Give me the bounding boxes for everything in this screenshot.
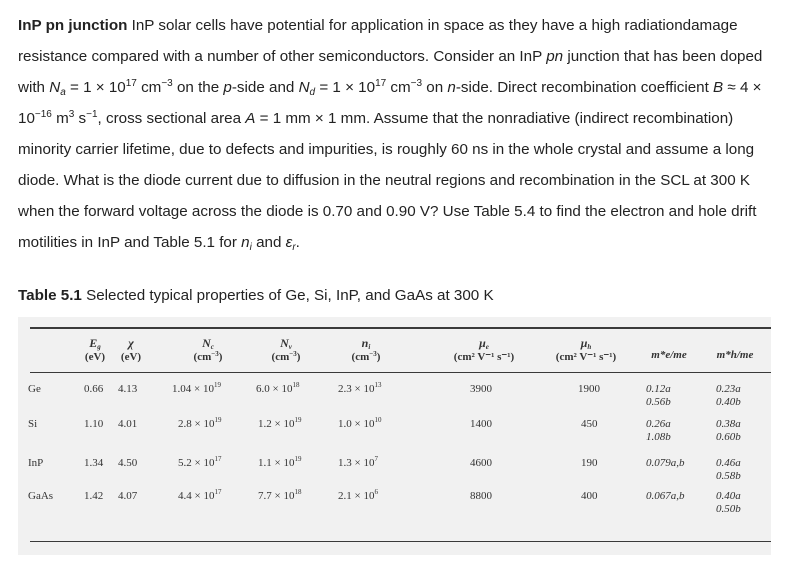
cell-nc: $2.8 \times 10^{19}$ bbox=[178, 416, 222, 430]
symbol-b: B bbox=[713, 79, 724, 96]
problem-text: = 1 × 10 bbox=[315, 79, 376, 96]
cell-eg: 0.66 bbox=[84, 383, 104, 395]
header-mue: $\mu_e$ (cm² V⁻¹ s⁻¹) bbox=[453, 336, 515, 363]
exponent: −3 bbox=[161, 78, 173, 89]
problem-text: junction that has been doped with bbox=[18, 48, 763, 96]
cell-me: 0.079a,b bbox=[646, 457, 685, 469]
cell-nc: $4.4 \times 10^{17}$ bbox=[178, 488, 222, 502]
problem-text: p bbox=[223, 79, 232, 96]
cell-ni: $2.3 \times 10^{13}$ bbox=[338, 381, 382, 395]
cell-muh: 450 bbox=[581, 418, 598, 430]
exponent: −16 bbox=[34, 109, 52, 120]
problem-text: on bbox=[422, 79, 448, 96]
cell-material: GaAs bbox=[28, 490, 54, 502]
symbol-nd: N bbox=[298, 79, 310, 96]
problem-text: . bbox=[295, 234, 300, 251]
cell-me: 0.067a,b bbox=[646, 490, 685, 502]
cell-muh: 1900 bbox=[578, 383, 600, 395]
cell-mue: 8800 bbox=[470, 490, 492, 502]
cell-nv: $1.2 \times 10^{19}$ bbox=[258, 416, 302, 430]
cell-ni: $2.1 \times 10^6$ bbox=[338, 488, 378, 502]
cell-mh: 0.60b bbox=[716, 431, 741, 443]
cell-me: 0.26a bbox=[646, 418, 671, 430]
problem-text: cm bbox=[386, 79, 411, 96]
cell-eg: 1.10 bbox=[84, 418, 104, 430]
exponent: 3 bbox=[68, 109, 75, 120]
header-nv: $N_v$ $(cm^{-3})$ bbox=[271, 336, 301, 363]
problem-text: and bbox=[251, 234, 286, 251]
cell-me: 0.12a bbox=[646, 383, 671, 395]
cell-nc: $1.04 \times 10^{19}$ bbox=[172, 381, 221, 395]
header-mh: m*h/me bbox=[716, 349, 754, 361]
cell-mh: 0.58b bbox=[716, 470, 741, 482]
problem-text: cm bbox=[136, 79, 162, 96]
cell-muh: 400 bbox=[581, 490, 598, 502]
cell-chi: 4.07 bbox=[118, 490, 138, 502]
exponent: 17 bbox=[375, 78, 387, 89]
cell-mh: 0.38a bbox=[716, 418, 741, 430]
symbol-nd-sub: d bbox=[309, 87, 316, 98]
cell-ni: $1.0 \times 10^{10}$ bbox=[338, 416, 382, 430]
table-header-rule bbox=[30, 372, 771, 373]
cell-nc: $5.2 \times 10^{17}$ bbox=[178, 455, 222, 469]
header-chi: χ (eV) bbox=[120, 336, 142, 363]
problem-text: n bbox=[447, 79, 456, 96]
problem-text: = 1 × 10 bbox=[65, 79, 126, 96]
cell-nv: $6.0 \times 10^{18}$ bbox=[256, 381, 300, 395]
header-eg: $E_g$ (eV) bbox=[84, 336, 106, 363]
cell-chi: 4.50 bbox=[118, 457, 138, 469]
table-caption-text: Selected typical properties of Ge, Si, InP, and GaAs at 300 K bbox=[81, 287, 494, 304]
header-ni: $n_i$ $(cm^{-3})$ bbox=[351, 336, 381, 363]
cell-chi: 4.01 bbox=[118, 418, 138, 430]
cell-material: Si bbox=[28, 418, 38, 430]
cell-muh: 190 bbox=[581, 457, 598, 469]
symbol-na-sub: a bbox=[60, 87, 66, 98]
cell-mh: 0.50b bbox=[716, 503, 741, 515]
cell-material: Ge bbox=[28, 383, 41, 395]
symbol-er: ε bbox=[285, 234, 293, 251]
table-caption bbox=[18, 287, 494, 304]
exponent: 17 bbox=[125, 78, 137, 89]
table-caption-label: Table 5.1 bbox=[18, 287, 82, 304]
symbol-a: A bbox=[245, 110, 256, 127]
problem-text: pn bbox=[546, 48, 564, 65]
symbol-er-sub: r bbox=[292, 242, 296, 253]
cell-eg: 1.34 bbox=[84, 457, 104, 469]
problem-text: s bbox=[74, 110, 87, 127]
exponent: −1 bbox=[86, 109, 98, 120]
table-top-rule bbox=[30, 327, 771, 329]
problem-text: , cross sectional area bbox=[97, 110, 246, 127]
symbol-na: N bbox=[49, 79, 61, 96]
problem-text: InP solar cells have potential for application in space as they have a high radiationdamage resistance compared with a number of other semiconductors. Consider an InP bbox=[18, 17, 738, 65]
header-muh: $\mu_h$ (cm² V⁻¹ s⁻¹) bbox=[555, 336, 617, 363]
header-nc: $N_c$ $(cm^{-3})$ bbox=[193, 336, 223, 363]
exponent: −3 bbox=[410, 78, 423, 89]
cell-ni: $1.3 \times 10^7$ bbox=[338, 455, 378, 469]
problem-title: InP pn junction bbox=[18, 17, 128, 34]
cell-me: 0.56b bbox=[646, 396, 671, 408]
cell-mue: 3900 bbox=[470, 383, 492, 395]
cell-mue: 4600 bbox=[470, 457, 492, 469]
cell-nv: $1.1 \times 10^{19}$ bbox=[258, 455, 302, 469]
problem-statement bbox=[18, 10, 778, 258]
cell-me: 1.08b bbox=[646, 431, 671, 443]
problem-text: m bbox=[51, 110, 69, 127]
problem-text: on the bbox=[172, 79, 224, 96]
problem-text: = 1 mm × 1 mm. Assume that the nonradiative (indirect recombination) minority carrier lifetime, due to defects and impurities, is roughly 60 ns in the whole crystal and assume a long diode. What is the diode current due to diffusion in the neutral regions and recombination in the SCL at 300 K when the forward voltage across the diode is 0.70 and 0.90 V? Use Table 5.4 to find the electron and hole drift motilities in InP and Table 5.1 for bbox=[18, 110, 757, 251]
problem-text: -side. Direct recombination coefficient bbox=[455, 79, 714, 96]
cell-mh: 0.40b bbox=[716, 396, 741, 408]
properties-table-image bbox=[18, 317, 771, 555]
symbol-ni: n bbox=[241, 234, 250, 251]
cell-mh: 0.23a bbox=[716, 383, 741, 395]
problem-text: ≈ 4 × 10 bbox=[18, 79, 762, 127]
cell-eg: 1.42 bbox=[84, 490, 104, 502]
cell-mue: 1400 bbox=[470, 418, 492, 430]
cell-mh: 0.40a bbox=[716, 490, 741, 502]
header-me: m*e/me bbox=[651, 349, 687, 361]
symbol-ni-sub: i bbox=[249, 242, 252, 253]
table-bottom-rule bbox=[30, 541, 771, 542]
problem-text: -side and bbox=[231, 79, 299, 96]
cell-material: InP bbox=[28, 457, 44, 469]
cell-mh: 0.46a bbox=[716, 457, 741, 469]
cell-chi: 4.13 bbox=[118, 383, 138, 395]
cell-nv: $7.7 \times 10^{18}$ bbox=[258, 488, 302, 502]
